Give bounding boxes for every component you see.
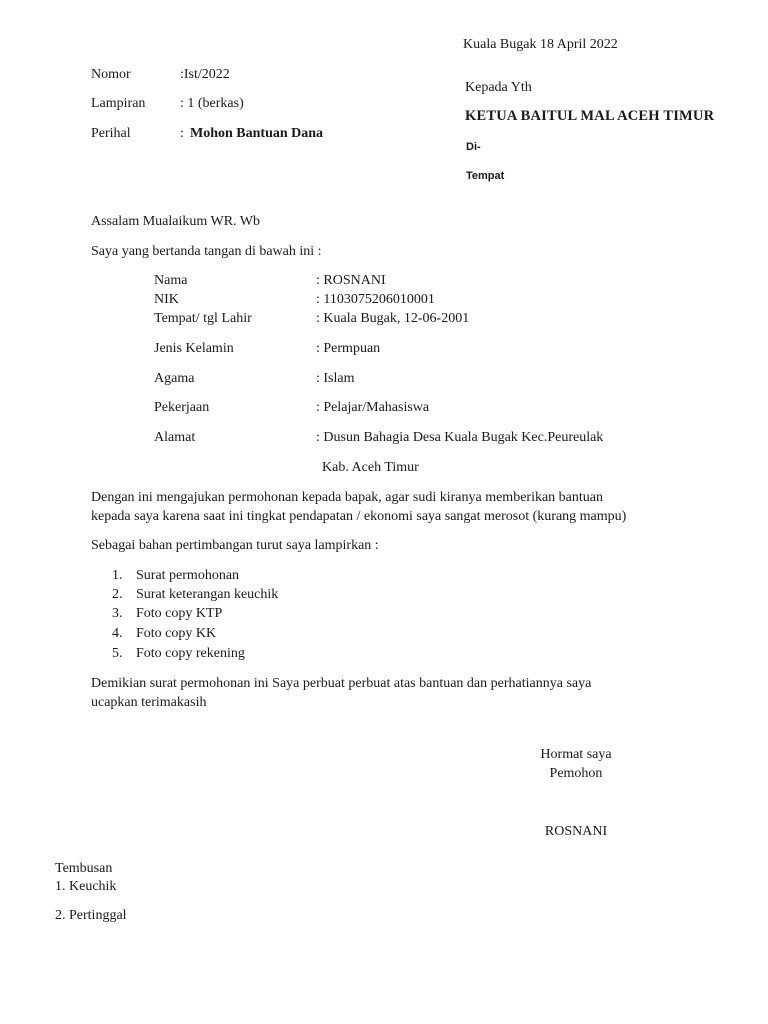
recipient-name: KETUA BAITUL MAL ACEH TIMUR [465,108,715,124]
nomor-label: Nomor [91,67,131,82]
signature-hormat: Hormat saya [540,747,612,762]
identity-label-agama: Agama [154,371,195,386]
tembusan-item: 1. Keuchik [55,879,117,894]
identity-label-nama: Nama [154,273,188,288]
lampiran-label: Lampiran [91,96,146,111]
identity-label-pekerjaan: Pekerjaan [154,400,210,415]
list-item-number: 2. [112,587,123,602]
list-item-number: 5. [112,646,123,661]
perihal-value: Mohon Bantuan Dana [190,126,324,141]
identity-label-jenis-kelamin: Jenis Kelamin [154,341,234,356]
identity-value-alamat: : Dusun Bahagia Desa Kuala Bugak Kec.Peureulak [316,430,604,445]
tembusan-title: Tembusan [55,861,113,876]
identity-label-alamat: Alamat [154,430,196,445]
identity-value-nik: : 1103075206010001 [316,292,435,307]
perihal-label: Perihal [91,126,131,141]
identity-label-nik: NIK [154,292,179,307]
intro-text: Saya yang bertanda tangan di bawah ini : [91,244,322,259]
request-line-1: Dengan ini mengajukan permohonan kepada bapak, agar sudi kiranya memberikan bantuan [91,490,603,505]
kepada-yth: Kepada Yth [465,80,532,95]
identity-value-jenis-kelamin: : Permpuan [316,341,381,356]
list-item: Surat permohonan [136,568,240,583]
identity-alamat-line2: Kab. Aceh Timur [322,460,419,475]
closing-line-2: ucapkan terimakasih [91,695,207,710]
letter-date: Kuala Bugak 18 April 2022 [463,37,618,52]
nomor-value: :Ist/2022 [180,67,230,82]
identity-value-ttl: : Kuala Bugak, 12-06-2001 [316,311,470,326]
recipient-tempat: Tempat [466,170,505,182]
list-item-number: 1. [112,568,123,583]
list-item: Foto copy rekening [136,646,245,661]
tembusan-item: 2. Pertinggal [55,908,127,923]
list-item: Foto copy KK [136,626,217,641]
greeting: Assalam Mualaikum WR. Wb [91,214,261,229]
identity-value-nama: : ROSNANI [316,273,386,288]
perihal-colon: : [180,126,184,141]
lampiran-value: : 1 (berkas) [180,96,244,111]
identity-label-ttl: Tempat/ tgl Lahir [154,311,252,326]
list-item: Surat keterangan keuchik [136,587,279,602]
signature-name: ROSNANI [544,824,608,839]
attachments-intro: Sebagai bahan pertimbangan turut saya lampirkan : [91,538,379,553]
signature-pemohon: Pemohon [549,766,603,781]
request-line-2: kepada saya karena saat ini tingkat pendapatan / ekonomi saya sangat merosot (kurang mampu) [91,509,627,524]
list-item-number: 3. [112,606,123,621]
closing-line-1: Demikian surat permohonan ini Saya perbuat perbuat atas bantuan dan perhatiannya saya [91,676,592,691]
recipient-di: Di- [466,141,481,153]
list-item-number: 4. [112,626,123,641]
identity-value-pekerjaan: : Pelajar/Mahasiswa [316,400,430,415]
identity-value-agama: : Islam [316,371,355,386]
list-item: Foto copy KTP [136,606,223,621]
